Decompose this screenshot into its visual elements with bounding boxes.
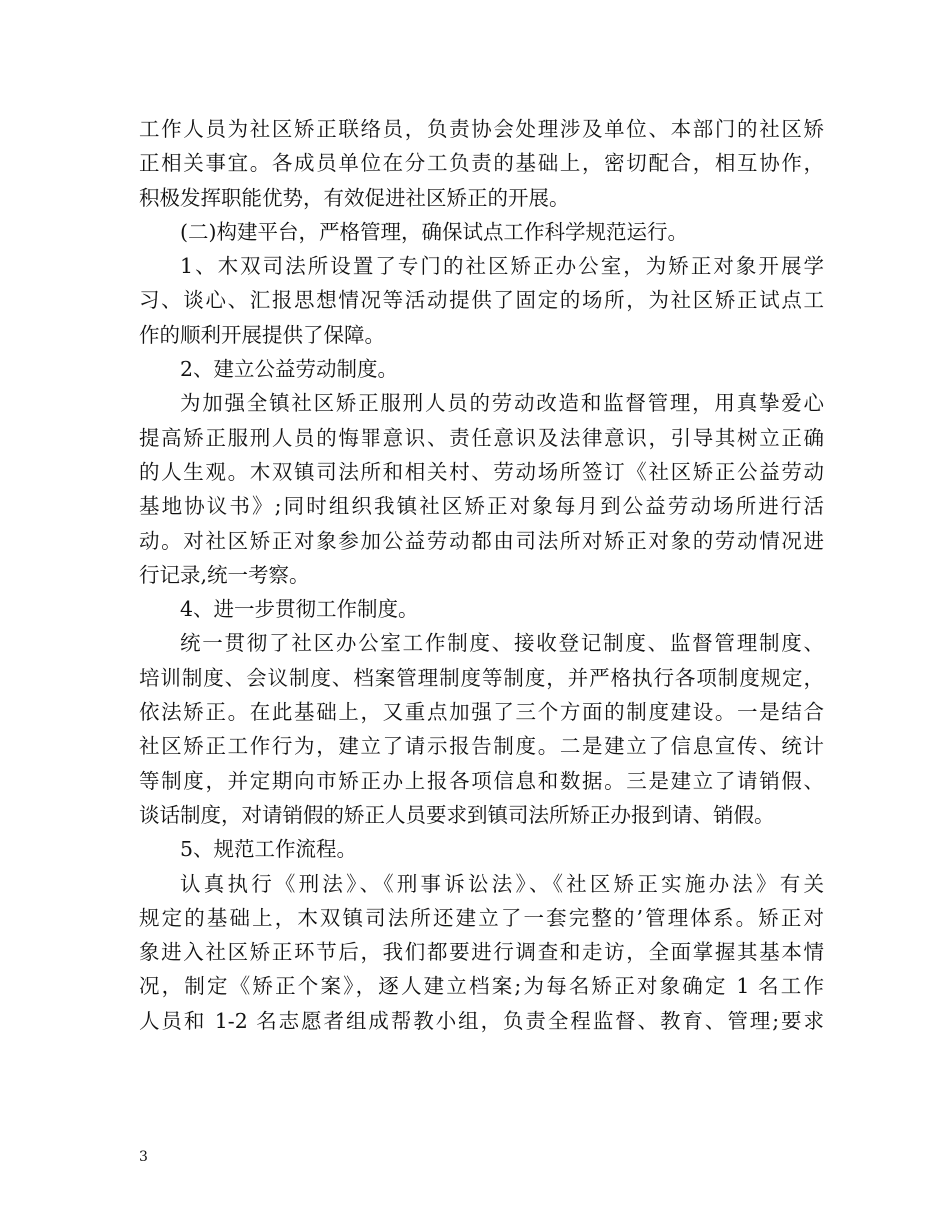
page-number: 3 [139, 1149, 148, 1165]
text-line: 基地协议书》;同时组织我镇社区矫正对象每月到公益劳动场所进行活 [139, 494, 824, 519]
text-line: 积极发挥职能优势，有效促进社区矫正的开展。 [139, 185, 570, 210]
text-line: 5、规范工作流程。 [180, 837, 358, 862]
text-line: 1、木双司法所设置了专门的社区矫正办公室，为矫正对象开展学 [180, 254, 824, 279]
text-line: 况，制定《矫正个案》，逐人建立档案;为每名矫正对象确定 1 名工作 [139, 974, 824, 999]
text-line: 2、建立公益劳动制度。 [180, 357, 399, 382]
text-line: 作的顺利开展提供了保障。 [139, 322, 385, 347]
text-line: 正相关事宜。各成员单位在分工负责的基础上，密切配合，相互协作， [139, 151, 824, 176]
text-line: (二)构建平台，严格管理，确保试点工作科学规范运行。 [180, 219, 688, 244]
text-line: 行记录,统一考察。 [139, 562, 310, 587]
text-line: 社区矫正工作行为，建立了请示报告制度。二是建立了信息宣传、统计 [139, 734, 824, 759]
text-line: 为加强全镇社区矫正服刑人员的劳动改造和监督管理，用真挚爱心 [180, 391, 824, 416]
text-line: 人员和 1-2 名志愿者组成帮教小组，负责全程监督、教育、管理;要求 [139, 1008, 824, 1033]
text-line: 培训制度、会议制度、档案管理制度等制度，并严格执行各项制度规定， [139, 665, 824, 690]
text-line: 规定的基础上，木双镇司法所还建立了一套完整的’管理体系。矫正对 [139, 905, 824, 930]
text-line: 依法矫正。在此基础上，又重点加强了三个方面的制度建设。一是结合 [139, 700, 824, 725]
text-line: 象进入社区矫正环节后，我们都要进行调查和走访，全面掌握其基本情 [139, 940, 824, 965]
text-line: 提高矫正服刑人员的悔罪意识、责任意识及法律意识，引导其树立正确 [139, 425, 824, 450]
text-line: 认真执行《刑法》、《刑事诉讼法》、《社区矫正实施办法》有关 [180, 871, 824, 896]
text-line: 4、进一步贯彻工作制度。 [180, 597, 419, 622]
text-line: 统一贯彻了社区办公室工作制度、接收登记制度、监督管理制度、 [180, 631, 824, 656]
text-line: 动。对社区矫正对象参加公益劳动都由司法所对矫正对象的劳动情况进 [139, 528, 824, 553]
text-line: 谈话制度，对请销假的矫正人员要求到镇司法所矫正办报到请、销假。 [139, 802, 775, 827]
text-line: 习、谈心、汇报思想情况等活动提供了固定的场所，为社区矫正试点工 [139, 288, 824, 313]
text-line: 工作人员为社区矫正联络员，负责协会处理涉及单位、本部门的社区矫 [139, 117, 824, 141]
text-line: 等制度，并定期向市矫正办上报各项信息和数据。三是建立了请销假、 [139, 768, 824, 793]
document-body [139, 112, 824, 1038]
text-line: 的人生观。木双镇司法所和相关村、劳动场所签订《社区矫正公益劳动 [139, 459, 824, 484]
